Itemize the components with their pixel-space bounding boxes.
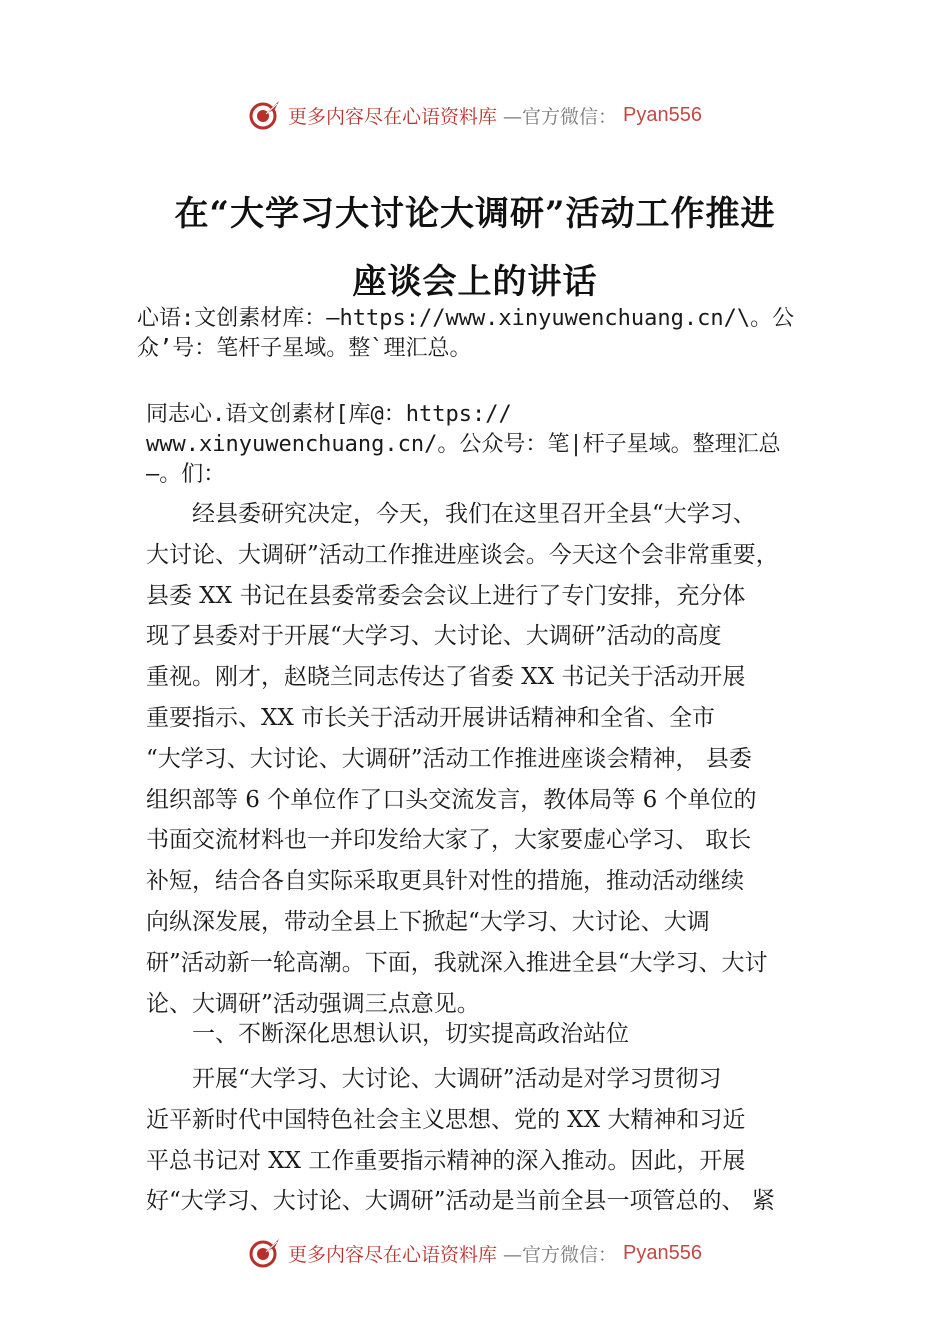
text-line: 向纵深发展，带动全县上下掀起“大学习、大讨论、大调 xyxy=(146,908,710,935)
body-paragraph-2 xyxy=(146,1059,836,1222)
text-line: 重视。刚才，赵晓兰同志传达了省委 XX 书记关于活动开展 xyxy=(146,664,746,691)
source-note-line1: 心语:文创素材库：—https://www.xinyuwenchuang.cn/\。公 xyxy=(137,306,795,331)
text-line: 现了县委对于开展“大学习、大讨论、大调研”活动的高度 xyxy=(146,623,722,650)
text-line: 近平新时代中国特色社会主义思想、党的 XX 大精神和习近 xyxy=(146,1106,746,1133)
text-line: 县委 XX 书记在县委常委会会议上进行了专门安排，充分体 xyxy=(146,582,746,609)
source-note-line2: 众’号：笔杆子星域。整`理汇总。 xyxy=(137,336,472,361)
text-line: 研”活动新一轮高潮。下面，我就深入推进全县“大学习、大讨 xyxy=(146,949,768,976)
text-line: 重要指示、XX 市长关于活动开展讲话精神和全省、全市 xyxy=(146,704,716,731)
document-title-line2: 座谈会上的讲话 xyxy=(352,262,598,302)
text-line: 大讨论、大调研”活动工作推进座谈会。今天这个会非常重要， xyxy=(146,541,779,568)
section-heading-1 xyxy=(146,1014,836,1055)
text-line: 好“大学习、大讨论、大调研”活动是当前全县一项管总的、 紧 xyxy=(146,1188,775,1215)
greeting xyxy=(146,400,836,490)
quill-seal-icon xyxy=(248,98,282,132)
header-banner xyxy=(0,95,950,135)
banner-wechat-id: Pyan556 xyxy=(623,103,702,126)
document-title-line1: 在“大学习大讨论大调研”活动工作推进 xyxy=(174,194,776,234)
greeting-line: www.xinyuwenchuang.cn/。公众号：笔|杆子星域。整理汇总 xyxy=(146,432,781,457)
greeting-line: 同志心.语文创素材[库@：https:// xyxy=(146,402,512,427)
banner-separator: —官方微信： xyxy=(503,1243,618,1266)
body-paragraph-1 xyxy=(146,494,836,1024)
quill-seal-icon xyxy=(248,1236,282,1270)
banner-separator: —官方微信： xyxy=(503,105,618,128)
text-line: 补短，结合各自实际采取更具针对性的措施，推动活动继续 xyxy=(146,868,744,895)
text-line: 经县委研究决定，今天，我们在这里召开全县“大学习、 xyxy=(146,501,756,527)
banner-text: 更多内容尽在心语资料库 xyxy=(288,105,498,128)
text-line: 开展“大学习、大讨论、大调研”活动是对学习贯彻习 xyxy=(146,1066,722,1092)
text-line: 书面交流材料也一并印发给大家了，大家要虚心学习、 取长 xyxy=(146,827,752,854)
footer-banner xyxy=(0,1233,950,1273)
text-line: 论、大调研”活动强调三点意见。 xyxy=(146,990,480,1017)
heading-line: 一、不断深化思想认识，切实提高政治站位 xyxy=(146,1021,629,1047)
banner-wechat-id: Pyan556 xyxy=(623,1241,702,1264)
greeting-line: —。们： xyxy=(146,462,226,487)
banner-text: 更多内容尽在心语资料库 xyxy=(288,1243,498,1266)
text-line: 平总书记对 XX 工作重要指示精神的深入推动。因此，开展 xyxy=(146,1147,746,1174)
text-line: 组织部等 6 个单位作了口头交流发言，教体局等 6 个单位的 xyxy=(146,786,757,813)
text-line: “大学习、大讨论、大调研”活动工作推进座谈会精神， 县委 xyxy=(146,745,752,772)
